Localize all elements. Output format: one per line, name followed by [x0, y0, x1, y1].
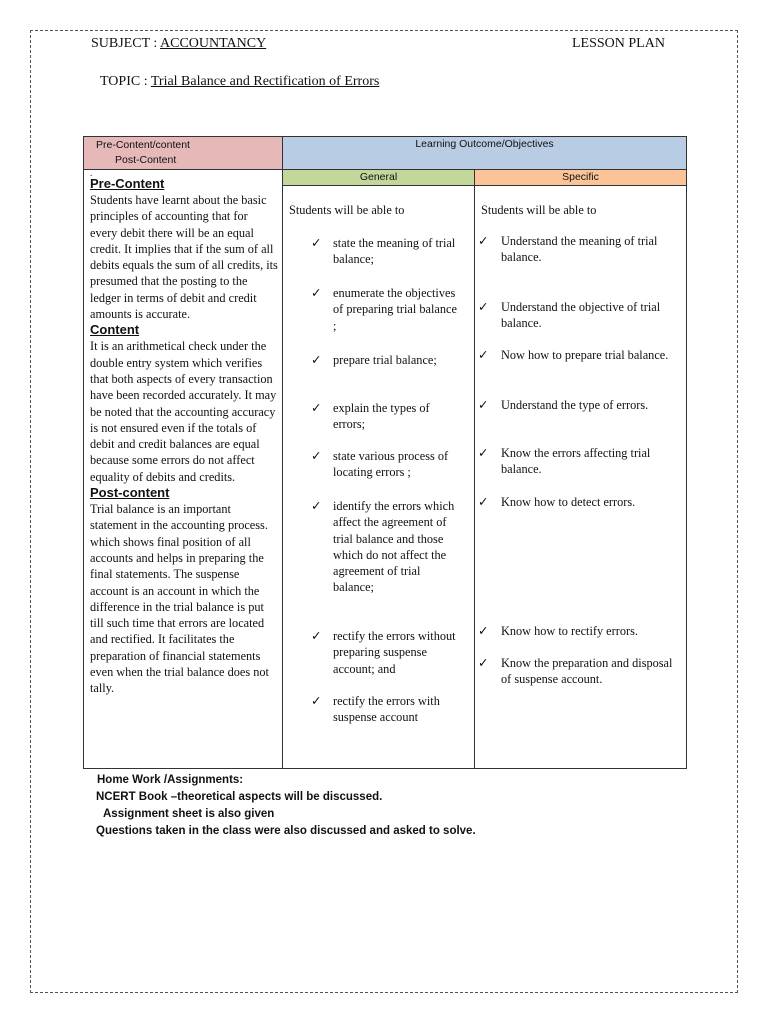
general-item: ✓ prepare trial balance;: [311, 353, 437, 367]
header-general: General: [283, 170, 475, 186]
check-icon: ✓: [478, 495, 489, 509]
subject-line: [91, 36, 266, 52]
specific-column: [475, 186, 687, 769]
specific-item: ✓ Know the preparation and disposal of suspense account.: [478, 656, 673, 687]
header-pre-content-line1: Pre-Content/content: [96, 139, 190, 151]
check-icon: ✓: [478, 398, 489, 412]
check-icon: ✓: [478, 624, 489, 638]
check-icon: ✓: [311, 236, 322, 250]
content-column: [84, 170, 283, 769]
stray-dot: .: [90, 168, 93, 178]
check-icon: ✓: [311, 499, 322, 513]
header-pre-content-line2: Post-Content: [115, 154, 177, 166]
topic-line: [100, 74, 379, 90]
check-icon: ✓: [478, 234, 489, 248]
general-item: ✓ rectify the errors with suspense account: [311, 694, 440, 725]
homework-heading: Home Work /Assignments:: [97, 774, 244, 786]
specific-item: ✓ Understand the objective of trial balance.: [478, 300, 661, 331]
content-heading: Content: [90, 322, 140, 338]
general-item: ✓ rectify the errors without preparing suspense account; and: [311, 629, 456, 676]
check-icon: ✓: [478, 348, 489, 362]
specific-item: ✓ Know how to detect errors.: [478, 495, 636, 509]
specific-item: ✓ Now how to prepare trial balance.: [478, 348, 669, 362]
specific-item: ✓ Understand the type of errors.: [478, 398, 649, 412]
check-icon: ✓: [311, 694, 322, 708]
header-learning-outcome: Learning Outcome/Objectives: [283, 137, 687, 170]
post-content-heading: Post-content: [90, 485, 170, 501]
subject-value: ACCOUNTANCY: [160, 36, 267, 51]
homework-line: Assignment sheet is also given: [103, 808, 275, 820]
homework-line: Questions taken in the class were also discussed and asked to solve.: [96, 825, 476, 837]
general-item: ✓ explain the types of errors;: [311, 401, 430, 432]
general-item: ✓ state various process of locating errors ;: [311, 449, 449, 480]
homework-section: [97, 772, 476, 840]
check-icon: ✓: [478, 656, 489, 670]
topic-label: TOPIC :: [100, 74, 148, 89]
general-item: ✓ identify the errors which affect the agreement of trial balance and those which do not affect the agreement of trial balance;: [311, 499, 455, 595]
pre-content-text: Students have learnt about the basic principles of accounting that for every debit there will be an equal credit. It implies that if the sum of all debits equals the sum of all credits, its presumed that the posting to the ledger in terms of debit and credit amounts is accurate.: [90, 193, 278, 322]
general-intro: Students will be able to: [289, 203, 405, 217]
check-icon: ✓: [311, 353, 322, 367]
specific-item: ✓ Understand the meaning of trial balance.: [478, 234, 658, 265]
general-item: ✓ state the meaning of trial balance;: [311, 236, 456, 267]
check-icon: ✓: [311, 401, 322, 415]
check-icon: ✓: [478, 446, 489, 460]
check-icon: ✓: [311, 449, 322, 463]
general-item: ✓ enumerate the objectives of preparing trial balance ;: [311, 286, 457, 333]
homework-line: NCERT Book –theoretical aspects will be discussed.: [96, 791, 383, 803]
header-specific: Specific: [475, 170, 687, 186]
check-icon: ✓: [478, 300, 489, 314]
general-column: [283, 186, 475, 769]
lesson-plan-label: LESSON PLAN: [572, 36, 665, 51]
pre-content-heading: Pre-Content: [90, 176, 165, 191]
check-icon: ✓: [311, 286, 322, 300]
header-pre-content: [84, 137, 283, 170]
content-text: It is an arithmetical check under the double entry system which verifies that both aspects of every transaction have been recorded accurately. It may be noted that the accounting accuracy is not ensured even if the totals of debit and credit balances are equal because some errors do not affect equality of debits and credits.: [90, 339, 277, 484]
subject-label: SUBJECT :: [91, 36, 158, 51]
specific-item: ✓ Know how to rectify errors.: [478, 624, 638, 638]
check-icon: ✓: [311, 629, 322, 643]
specific-intro: Students will be able to: [481, 203, 597, 217]
specific-item: ✓ Know the errors affecting trial balance.: [478, 446, 651, 477]
lesson-plan-table: [83, 136, 687, 769]
topic-value: Trial Balance and Rectification of Errors: [150, 74, 380, 89]
post-content-text: Trial balance is an important statement in the accounting process. which shows final position of all accounts and helps in preparing the final statements. The suspense account is an account in which the difference in the trial balance is put till such time that errors are located and rectified. It facilitates the preparation of financial statements even when the trial balance does not tally.: [90, 502, 269, 696]
